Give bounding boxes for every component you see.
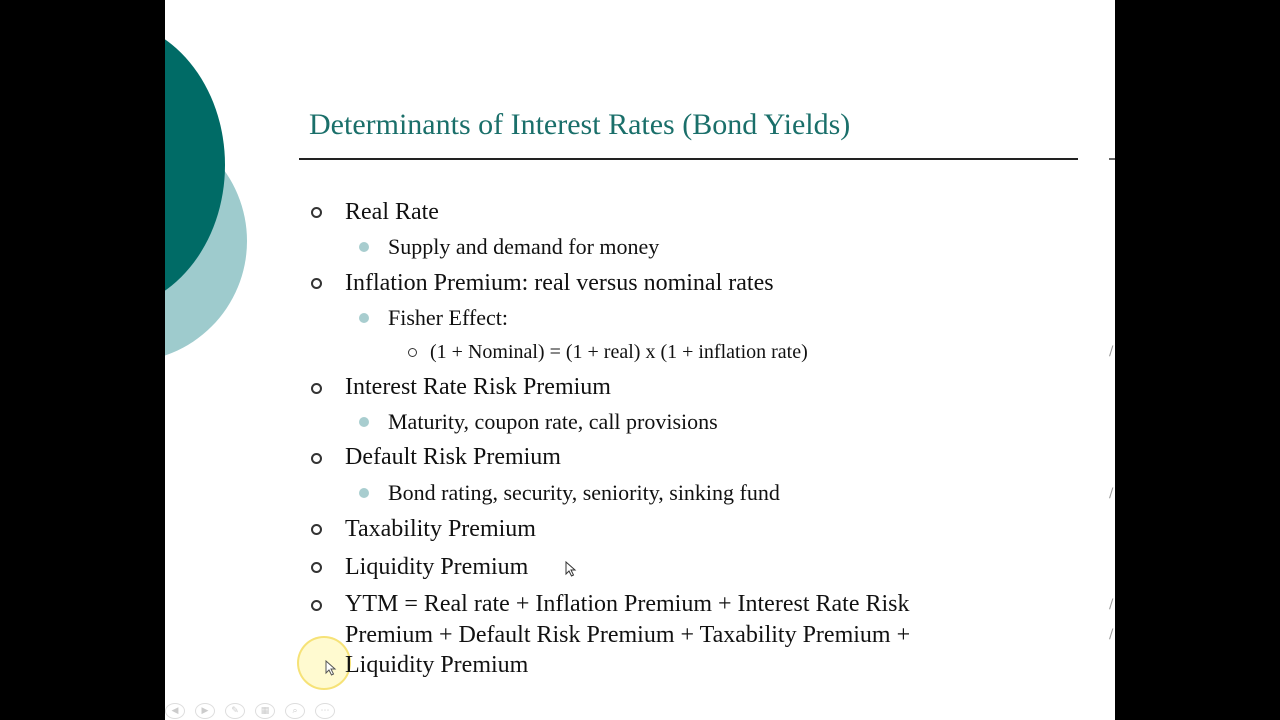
sub-bullet-item: Bond rating, security, seniority, sinking fund [388, 480, 780, 505]
next-icon[interactable]: ▶ [195, 703, 215, 719]
bullet-dot-icon [359, 313, 369, 323]
bullet-ring-icon [311, 524, 322, 535]
bullet-item: Taxability Premium [345, 516, 536, 542]
slide-title: Determinants of Interest Rates (Bond Yields) [309, 108, 851, 141]
bullet-item: Interest Rate Risk Premium [345, 374, 611, 400]
bullet-ring-small-icon [408, 348, 417, 357]
ytm-line: Liquidity Premium [345, 652, 529, 678]
bullet-ring-icon [311, 278, 322, 289]
edge-mark: ∕ [1109, 486, 1114, 501]
bullet-dot-icon [359, 242, 369, 252]
previous-icon[interactable]: ◀ [165, 703, 185, 719]
bullet-dot-icon [359, 417, 369, 427]
bullet-ring-icon [311, 600, 322, 611]
bullet-ring-icon [311, 207, 322, 218]
presenter-controls [165, 703, 335, 719]
bullet-item: Real Rate [345, 199, 439, 225]
bullet-item: Default Risk Premium [345, 444, 561, 470]
bullet-item: Liquidity Premium [345, 554, 529, 580]
bullet-dot-icon [359, 488, 369, 498]
ytm-bullet-item [345, 589, 1045, 681]
slides-icon[interactable]: ▦ [255, 703, 275, 719]
sub-sub-bullet-item: (1 + Nominal) = (1 + real) x (1 + inflation rate) [430, 341, 808, 363]
cursor-highlight [297, 636, 351, 690]
pen-icon[interactable]: ✎ [225, 703, 245, 719]
more-icon[interactable]: ⋯ [315, 703, 335, 719]
title-divider [299, 158, 1078, 160]
bullet-ring-icon [311, 383, 322, 394]
slide [165, 0, 1115, 720]
zoom-icon[interactable]: ⌕ [285, 703, 305, 719]
ytm-line: Premium + Default Risk Premium + Taxability Premium + [345, 621, 911, 648]
mouse-pointer-icon [325, 660, 337, 676]
edge-mark: ∕ [1109, 627, 1114, 642]
mouse-pointer-icon [565, 561, 577, 577]
ytm-line: YTM = Real rate + Inflation Premium + Interest Rate Risk [345, 591, 910, 617]
sub-bullet-item: Maturity, coupon rate, call provisions [388, 409, 718, 434]
bullet-item: Inflation Premium: real versus nominal rates [345, 270, 774, 296]
sub-bullet-item: Supply and demand for money [388, 234, 660, 259]
edge-mark: ∕ [1109, 344, 1114, 359]
sub-bullet-item: Fisher Effect: [388, 305, 508, 330]
bullet-ring-icon [311, 562, 322, 573]
title-divider-edge [1109, 158, 1115, 160]
bullet-ring-icon [311, 453, 322, 464]
edge-mark: ∕ [1109, 597, 1114, 612]
